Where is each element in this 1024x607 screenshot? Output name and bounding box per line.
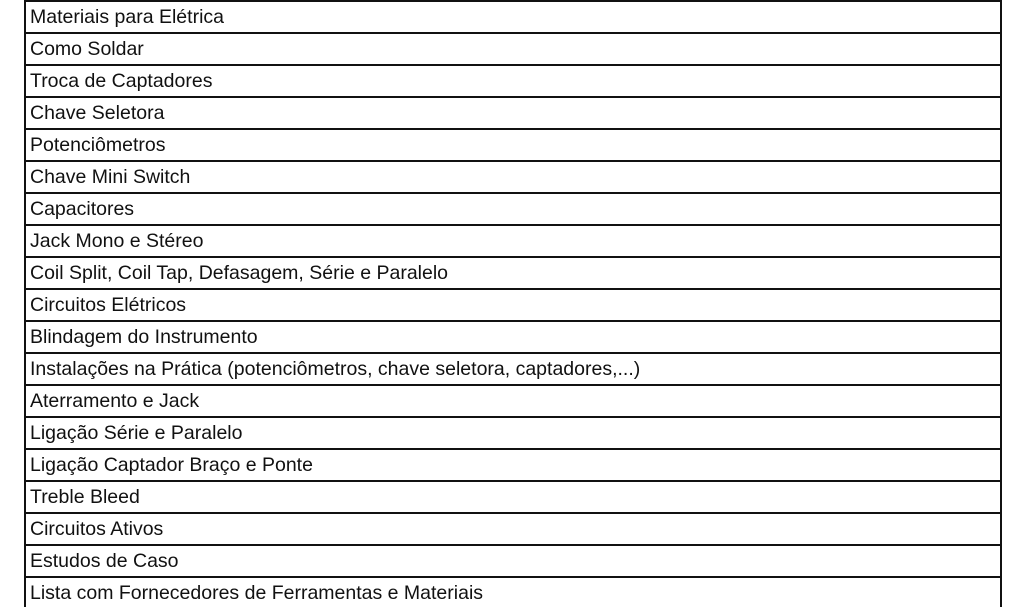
table-cell: Ligação Série e Paralelo (25, 417, 1001, 449)
table-row (25, 65, 1001, 97)
table-row (25, 97, 1001, 129)
table-cell: Potenciômetros (25, 129, 1001, 161)
table-row (25, 1, 1001, 33)
table-cell: Estudos de Caso (25, 545, 1001, 577)
table-cell: Capacitores (25, 193, 1001, 225)
table-cell: Chave Mini Switch (25, 161, 1001, 193)
table-row (25, 353, 1001, 385)
table-cell: Jack Mono e Stéreo (25, 225, 1001, 257)
table-row (25, 481, 1001, 513)
table-cell: Treble Bleed (25, 481, 1001, 513)
table-cell: Como Soldar (25, 33, 1001, 65)
table-row (25, 577, 1001, 607)
table-row (25, 321, 1001, 353)
topics-table (24, 0, 1002, 607)
table-cell: Circuitos Ativos (25, 513, 1001, 545)
table-row (25, 161, 1001, 193)
table-row (25, 545, 1001, 577)
table-row (25, 257, 1001, 289)
table-cell: Troca de Captadores (25, 65, 1001, 97)
table-row (25, 513, 1001, 545)
table-cell: Instalações na Prática (potenciômetros, chave seletora, captadores,...) (25, 353, 1001, 385)
table-row (25, 193, 1001, 225)
table-cell: Blindagem do Instrumento (25, 321, 1001, 353)
table-cell: Materiais para Elétrica (25, 1, 1001, 33)
table-row (25, 225, 1001, 257)
table-cell: Circuitos Elétricos (25, 289, 1001, 321)
table-cell: Chave Seletora (25, 97, 1001, 129)
table-row (25, 385, 1001, 417)
table-row (25, 289, 1001, 321)
table-row (25, 449, 1001, 481)
table-cell: Lista com Fornecedores de Ferramentas e Materiais (25, 577, 1001, 607)
table-cell: Ligação Captador Braço e Ponte (25, 449, 1001, 481)
table-cell: Coil Split, Coil Tap, Defasagem, Série e Paralelo (25, 257, 1001, 289)
table-cell: Aterramento e Jack (25, 385, 1001, 417)
table-row (25, 33, 1001, 65)
table-row (25, 129, 1001, 161)
table-row (25, 417, 1001, 449)
